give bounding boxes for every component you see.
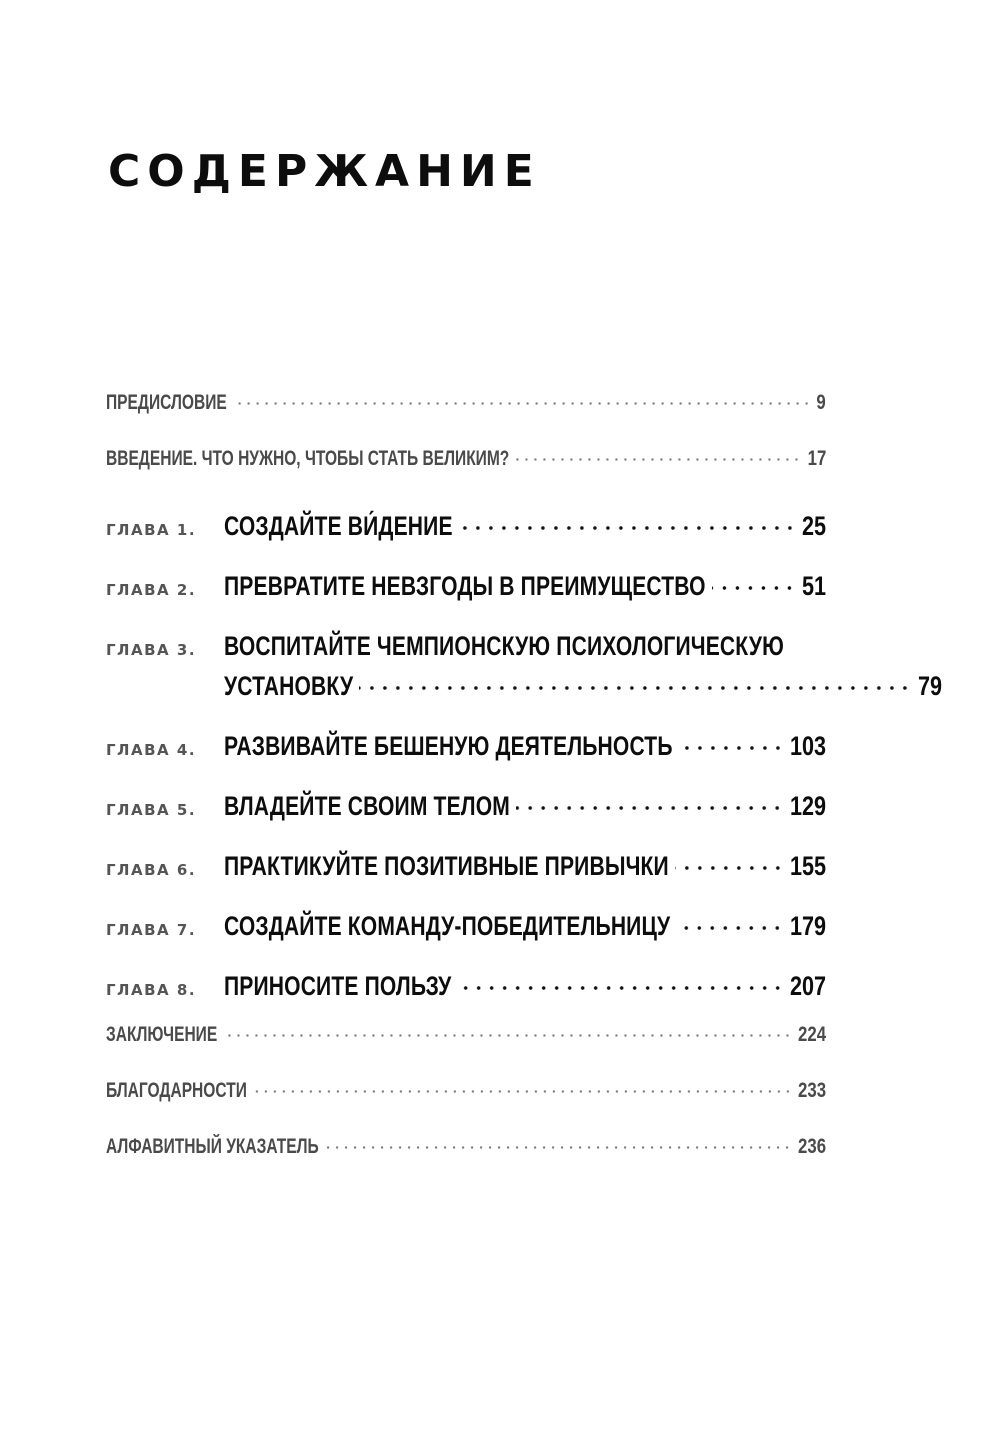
dot-leader	[359, 685, 911, 691]
toc-entry-page: 236	[797, 1135, 826, 1158]
chapter-page: 129	[789, 791, 826, 821]
chapter-number: ГЛАВА 1.	[106, 521, 197, 539]
toc-entry-chapter-4[interactable]	[106, 715, 826, 775]
chapter-page: 103	[789, 731, 826, 761]
chapter-title: ПРАКТИКУЙТЕ ПОЗИТИВНЫЕ ПРИВЫЧКИ	[224, 851, 669, 881]
toc-entry-acknowledgements[interactable]	[106, 1071, 826, 1127]
chapter-number: ГЛАВА 6.	[106, 861, 197, 879]
toc-entry-label: АЛФАВИТНЫЙ УКАЗАТЕЛЬ	[106, 1135, 319, 1158]
toc-entry-chapter-5[interactable]	[106, 775, 826, 835]
chapter-title: ВЛАДЕЙТЕ СВОИМ ТЕЛОМ	[224, 791, 510, 821]
page-title: СОДЕРЖАНИЕ	[108, 146, 541, 197]
chapter-number: ГЛАВА 3.	[106, 641, 197, 659]
toc-entry-index[interactable]	[106, 1127, 826, 1183]
toc-entry-label: ПРЕДИСЛОВИЕ	[106, 391, 227, 414]
toc-entry-chapter-2[interactable]	[106, 555, 826, 615]
dot-leader	[233, 401, 811, 406]
toc-entry-page: 9	[816, 391, 826, 414]
chapter-page: 25	[801, 511, 826, 541]
toc-entry-label: ВВЕДЕНИЕ. ЧТО НУЖНО, ЧТОБЫ СТАТЬ ВЕЛИКИМ?	[106, 447, 510, 470]
toc-entry-chapter-6[interactable]	[106, 835, 826, 895]
dot-leader	[459, 525, 796, 531]
toc-entry-page: 233	[797, 1079, 826, 1102]
toc-entry-label: ЗАКЛЮЧЕНИЕ	[106, 1023, 218, 1046]
dot-leader	[712, 585, 796, 591]
chapter-title: РАЗВИВАЙТЕ БЕШЕНУЮ ДЕЯТЕЛЬНОСТЬ	[224, 731, 673, 761]
chapter-number: ГЛАВА 8.	[106, 981, 197, 999]
toc-entry-page: 17	[807, 447, 826, 470]
dot-leader	[676, 925, 784, 931]
toc-entry-introduction[interactable]	[106, 439, 826, 495]
chapter-title: ПРИНОСИТЕ ПОЛЬЗУ	[224, 971, 452, 1001]
toc-entry-page: 224	[797, 1023, 826, 1046]
toc-entry-chapter-7[interactable]	[106, 895, 826, 955]
toc-entry-label: БЛАГОДАРНОСТИ	[106, 1079, 247, 1102]
toc-entry-preface[interactable]	[106, 383, 826, 439]
chapter-title: ПРЕВРАТИТЕ НЕВЗГОДЫ В ПРЕИМУЩЕСТВО	[224, 571, 706, 601]
chapter-title: СОЗДАЙТЕ ВИ́ДЕНИЕ	[224, 511, 453, 541]
chapter-page: 51	[801, 571, 826, 601]
dot-leader	[675, 865, 784, 871]
chapter-title-line-1: ВОСПИТАЙТЕ ЧЕМПИОНСКУЮ ПСИХОЛОГИЧЕСКУЮ	[224, 631, 784, 661]
chapter-page: 79	[917, 671, 942, 701]
dot-leader	[253, 1089, 792, 1094]
toc-entry-conclusion[interactable]	[106, 1015, 826, 1071]
dot-leader	[324, 1145, 792, 1150]
chapter-number: ГЛАВА 5.	[106, 801, 197, 819]
dot-leader	[515, 457, 801, 462]
chapter-page: 207	[789, 971, 826, 1001]
chapter-number: ГЛАВА 7.	[106, 921, 197, 939]
table-of-contents	[106, 383, 942, 1183]
dot-leader	[458, 985, 784, 991]
toc-entry-chapter-1[interactable]	[106, 495, 826, 555]
toc-entry-chapter-3[interactable]	[106, 615, 942, 715]
dot-leader	[679, 745, 784, 751]
chapter-title-line-2: УСТАНОВКУ	[224, 671, 354, 701]
dot-leader	[516, 805, 784, 811]
dot-leader	[223, 1033, 792, 1038]
chapter-page: 155	[789, 851, 826, 881]
chapter-number: ГЛАВА 4.	[106, 741, 197, 759]
chapter-page: 179	[789, 911, 826, 941]
chapter-title: СОЗДАЙТЕ КОМАНДУ-ПОБЕДИТЕЛЬНИЦУ	[224, 911, 671, 941]
chapter-number: ГЛАВА 2.	[106, 581, 197, 599]
toc-entry-chapter-8[interactable]	[106, 955, 826, 1015]
